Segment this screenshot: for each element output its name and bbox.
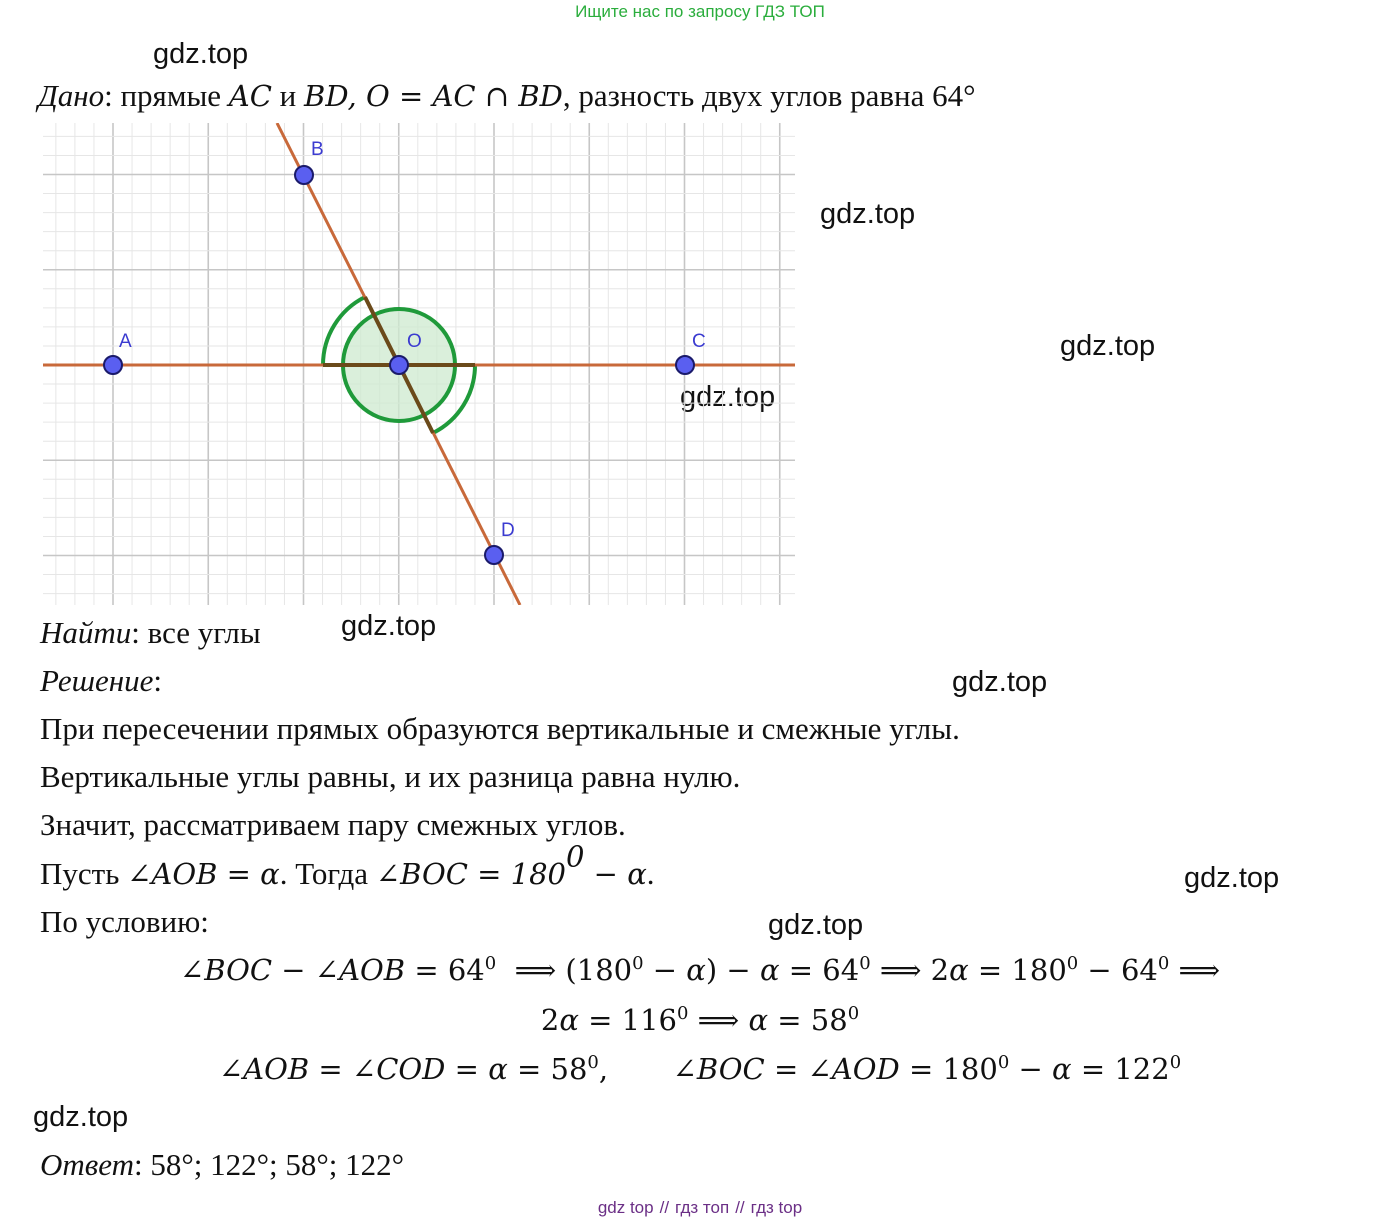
find-label: Найти: [40, 615, 132, 650]
footer-link-3[interactable]: гдз top: [750, 1198, 803, 1217]
find-line: [40, 615, 261, 651]
p4-minus-alpha: − α: [584, 857, 647, 891]
solution-p1: При пересечении прямых образуются вертикальные и смежные углы.: [40, 711, 960, 746]
p4-angle-aob: ∠AOB = α: [127, 857, 280, 891]
solution-p4: [40, 839, 655, 892]
answer-line: [40, 1147, 404, 1183]
given-line: [38, 78, 975, 114]
equation-1: ∠BOC − ∠AOB = $64^0$ ⟹ $(180^0 - \alpha) - \alpha = 64^0$ ⟹ $2\alpha = 180^0 - 64^0$ ⟹: [179, 953, 1221, 987]
watermark: gdz.top: [768, 909, 864, 941]
label-b: B: [311, 139, 324, 160]
footer-sep: //: [659, 1198, 670, 1217]
watermark: gdz.top: [341, 610, 437, 642]
solution-colon: :: [153, 663, 162, 698]
label-o: O: [407, 331, 422, 352]
equation-3: ∠AOB = ∠COD = $\alpha = 58^0$, ∠BOC = ∠AOD = $180^0 - \alpha = 122^0$: [218, 1052, 1182, 1086]
label-d: D: [501, 520, 515, 541]
watermark: gdz.top: [33, 1101, 129, 1133]
equation-2: $2\alpha = 116^0$ ⟹ $\alpha = 58^0$: [540, 1003, 860, 1037]
given-intersection: BD, O = AC ∩ BD: [304, 79, 563, 113]
top-banner: Ищите нас по запросу ГДЗ ТОП: [575, 2, 825, 21]
answer-label: Ответ: [40, 1147, 134, 1182]
point-d: [485, 546, 503, 564]
point-b: [295, 166, 313, 184]
watermark: gdz.top: [952, 666, 1048, 698]
solution-label: Решение: [40, 663, 154, 698]
solution-p5: По условию:: [40, 904, 209, 939]
solution-p2: Вертикальные углы равны, и их разница равна нулю.: [40, 759, 741, 794]
p4-period: .: [646, 856, 655, 891]
p4-let: Пусть: [40, 856, 128, 891]
given-lines: AC: [228, 79, 272, 113]
point-o: [390, 356, 408, 374]
find-text: : все углы: [131, 615, 261, 650]
watermark: gdz.top: [153, 38, 249, 70]
p4-sup: 0: [566, 839, 585, 874]
given-suffix: , разность двух углов равна 64°: [562, 78, 976, 113]
given-label: Дано: [38, 78, 105, 113]
given-prefix: : прямые: [104, 78, 229, 113]
label-a: A: [119, 331, 132, 352]
geometry-figure: [43, 123, 795, 605]
solution-p3: Значит, рассматриваем пару смежных углов.: [40, 807, 626, 842]
p4-angle-boc: ∠BOC = 180: [375, 857, 567, 891]
watermark: gdz.top: [1184, 862, 1280, 894]
answer-text: : 58°; 122°; 58°; 122°: [133, 1147, 405, 1182]
watermark: gdz.top: [680, 381, 776, 413]
point-c: [676, 356, 694, 374]
label-c: C: [692, 331, 706, 352]
footer-link-1[interactable]: gdz top: [597, 1198, 654, 1217]
footer-sep: //: [735, 1198, 745, 1217]
given-conj: и: [271, 78, 305, 113]
point-a: [104, 356, 122, 374]
watermark: gdz.top: [820, 198, 916, 230]
footer-link-2[interactable]: гдз топ: [675, 1198, 730, 1217]
footer: [0, 1198, 1400, 1218]
solution-heading: [40, 663, 162, 699]
watermark: gdz.top: [1060, 330, 1156, 362]
p4-then: . Тогда: [279, 856, 376, 891]
